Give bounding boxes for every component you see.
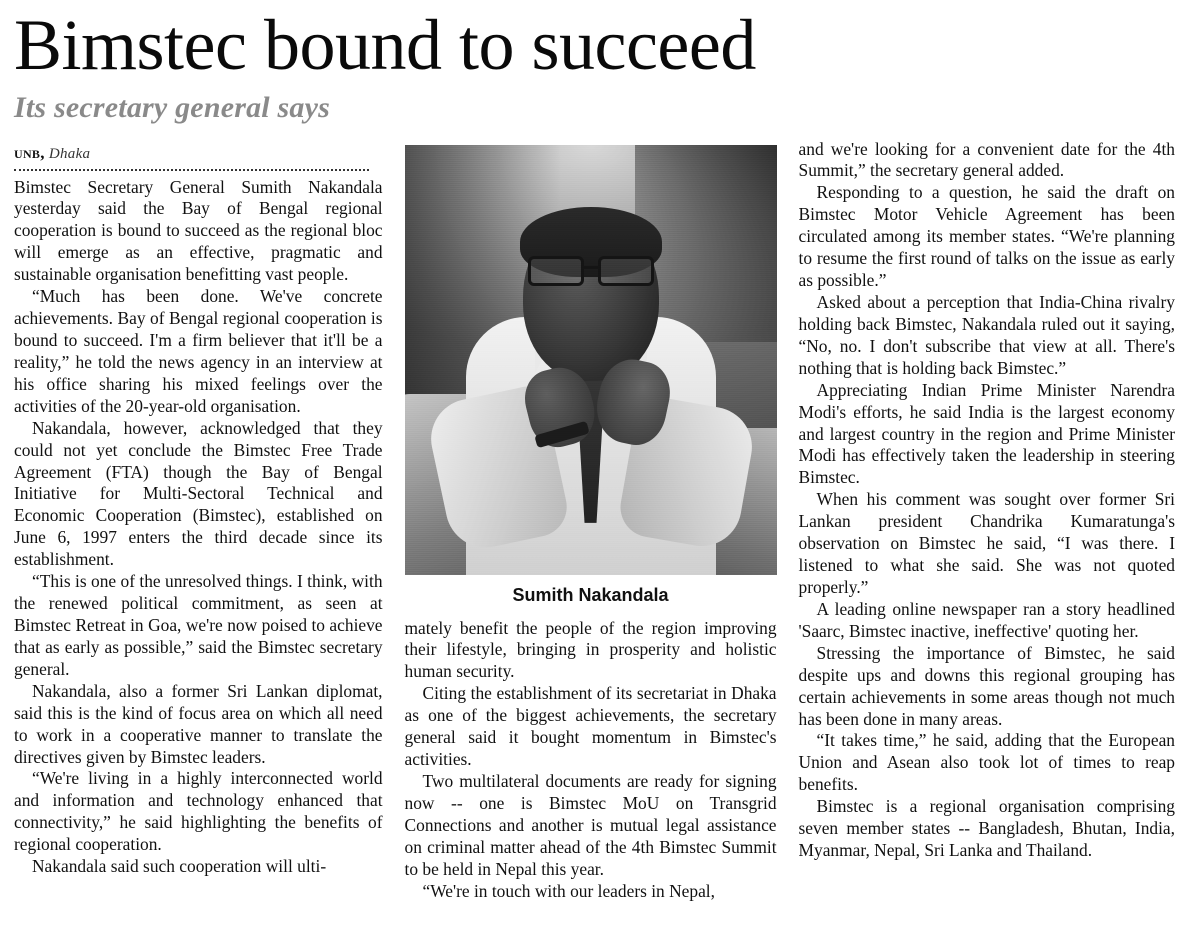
column-middle [405, 139, 777, 903]
paragraph: “This is one of the unresolved things. I think, with the renewed political commitment, as seen at Bimstec Retreat in Goa, we're now poised to achieve that as early as possible,” said the Bimstec secretary general. [14, 571, 383, 679]
paragraph: Asked about a perception that India-China rivalry holding back Bimstec, Nakandala ruled out it saying, “No, no. I don't subscribe that view at all. There's nothing that is holding back Bimstec.” [798, 292, 1175, 378]
photo-grain-overlay [405, 145, 777, 575]
paragraph: “We're living in a highly interconnected world and information and technology enhanced that connectivity,” he said highlighting the benefits of regional cooperation. [14, 768, 383, 855]
article-columns [14, 139, 1175, 903]
paragraph: and we're looking for a convenient date for the 4th Summit,” the secretary general added. [798, 138, 1175, 181]
paragraph: A leading online newspaper ran a story headlined 'Saarc, Bimstec inactive, ineffective' quoting her. [798, 598, 1175, 641]
paragraph: Nakandala, however, acknowledged that they could not yet conclude the Bimstec Free Trade Agreement (FTA) though the Bay of Bengal Initiative for Multi-Sectoral Technical and Economic Cooperation (Bimstec), established on June 6, 1997 enters the third decade since its establishment. [14, 417, 383, 570]
paragraph: Nakandala, also a former Sri Lankan diplomat, said this is the kind of focus area on which all need to work in a cooperative manner to translate the directives given by Bimstec leaders. [14, 680, 383, 767]
byline-place: Dhaka [48, 145, 91, 162]
paragraph: “It takes time,” he said, adding that the European Union and Asean also took lot of times to reap benefits. [798, 730, 1175, 795]
paragraph: Citing the establishment of its secretariat in Dhaka as one of the biggest achievements, the secretary general said it bought momentum in Bimstec's activities. [404, 683, 777, 770]
paragraph: Stressing the importance of Bimstec, he said despite ups and downs this regional grouping has certain achievements in some areas though not much has been done in many areas. [798, 642, 1175, 729]
subheadline: Its secretary general says [14, 90, 330, 124]
paragraph: mately benefit the people of the region improving their lifestyle, bringing in prosperity and holistic human security. [404, 617, 777, 682]
column-left [14, 139, 383, 879]
paragraph: Bimstec Secretary General Sumith Nakandala yesterday said the Bay of Bengal regional cooperation is bound to succeed as the regional bloc will emerge as an effective, pragmatic and sustainable organisation benefitting vast people. [14, 176, 383, 285]
article-photo-wrap [405, 145, 777, 606]
paragraph: Responding to a question, he said the draft on Bimstec Motor Vehicle Agreement has been circulated among its member states. “We're planning to resume the first round of talks on the issue as early as possible.” [798, 182, 1175, 291]
byline-divider [14, 169, 369, 171]
paragraph: “We're in touch with our leaders in Nepal, [422, 880, 715, 901]
paragraph: Appreciating Indian Prime Minister Narendra Modi's efforts, he said India is the largest economy and largest country in the region and Prime Minister Modi has effectively taken the leadership in steering Bimstec. [798, 379, 1175, 488]
photo-caption: Sumith Nakandala [512, 584, 669, 605]
paragraph: When his comment was sought over former Sri Lankan president Chandrika Kumaratunga's observation on Bimstec he said, “I was there. I listened to what she said. She was not quoted properly.” [798, 489, 1175, 597]
byline-agency: unb, [14, 142, 45, 162]
column-right [799, 139, 1175, 862]
paragraph: Bimstec is a regional organisation comprising seven member states -- Bangladesh, Bhutan, India, Myanmar, Nepal, Sri Lanka and Thailand. [798, 796, 1175, 861]
paragraph: Two multilateral documents are ready for signing now -- one is Bimstec MoU on Transgrid Connections and another is mutual legal assistance on criminal matter ahead of the 4th Bimstec Summit to be held in Nepal this year. [404, 771, 777, 879]
paragraph: Nakandala said such cooperation will ulti- [32, 856, 327, 877]
byline [14, 143, 383, 163]
article-photo [405, 145, 777, 575]
page-title: Bimstec bound to succeed [14, 5, 756, 85]
paragraph: “Much has been done. We've concrete achievements. Bay of Bengal regional cooperation is bound to succeed. I'm a firm believer that it'll be a reality,” he told the news agency in an interview at his office sharing his mixed feelings over the activities of the 20-year-old organisation. [14, 286, 383, 416]
